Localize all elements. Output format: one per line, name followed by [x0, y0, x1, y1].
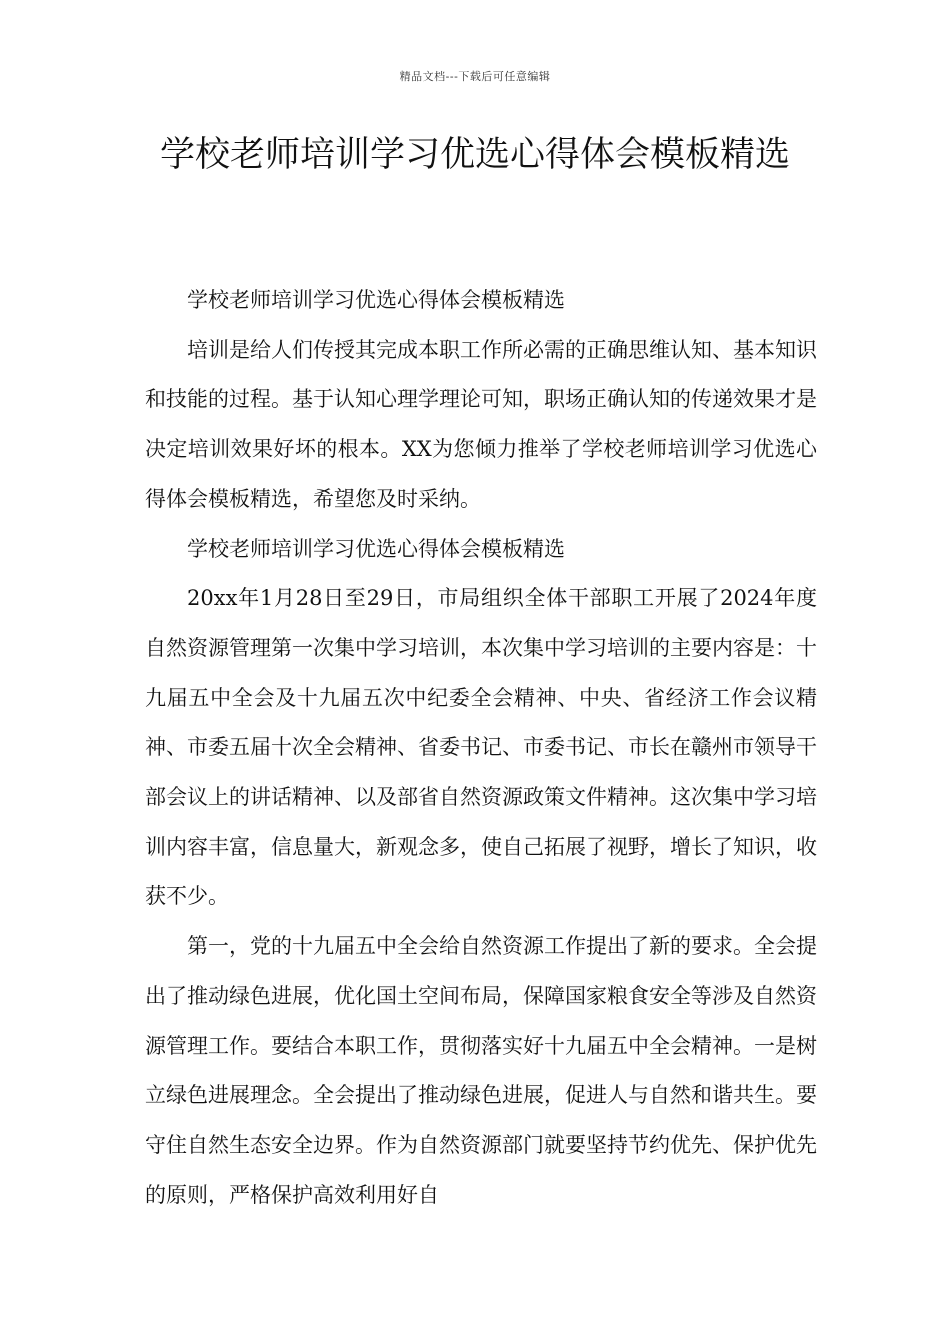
paragraph-subtitle-repeat: 学校老师培训学习优选心得体会模板精选 [187, 536, 565, 561]
paragraph-subtitle: 学校老师培训学习优选心得体会模板精选 [187, 288, 565, 312]
document-body [145, 276, 817, 1220]
document-title: 学校老师培训学习优选心得体会模板精选 [159, 135, 790, 175]
paragraph-intro: 培训是给人们传授其完成本职工作所必需的正确思维认知、基本知识和技能的过程。基于认知心理学理论可知，职场正确认知的传递效果才是决定培训效果好坏的根本。XX为您倾力推举了学校老师培训学习优选心得体会模板精选，希望您及时采纳。 [145, 337, 817, 511]
paragraph-first-point: 第一，党的十九届五中全会给自然资源工作提出了新的要求。全会提出了推动绿色进展，优化国土空间布局，保障国家粮食安全等涉及自然资源管理工作。要结合本职工作，贯彻落实好十九届五中全会精神。一是树立绿色进展理念。全会提出了推动绿色进展，促进人与自然和谐共生。要守住自然生态安全边界。作为自然资源部门就要坚持节约优先、保护优先的原则，严格保护高效利用好自 [145, 934, 817, 1207]
paragraph-training-summary: 20xx年1月28日至29日，市局组织全体干部职工开展了2024年度自然资源管理第一次集中学习培训，本次集中学习培训的主要内容是：十九届五中全会及十九届五次中纪委全会精神、中央、省经济工作会议精神、市委五届十次全会精神、省委书记、市委书记、市长在赣州市领导干部会议上的讲话精神、以及部省自然资源政策文件精神。这次集中学习培训内容丰富，信息量大，新观念多，使自己拓展了视野，增长了知识，收获不少。 [145, 586, 817, 909]
header-note: 精品文档---下载后可任意编辑 [399, 70, 551, 83]
